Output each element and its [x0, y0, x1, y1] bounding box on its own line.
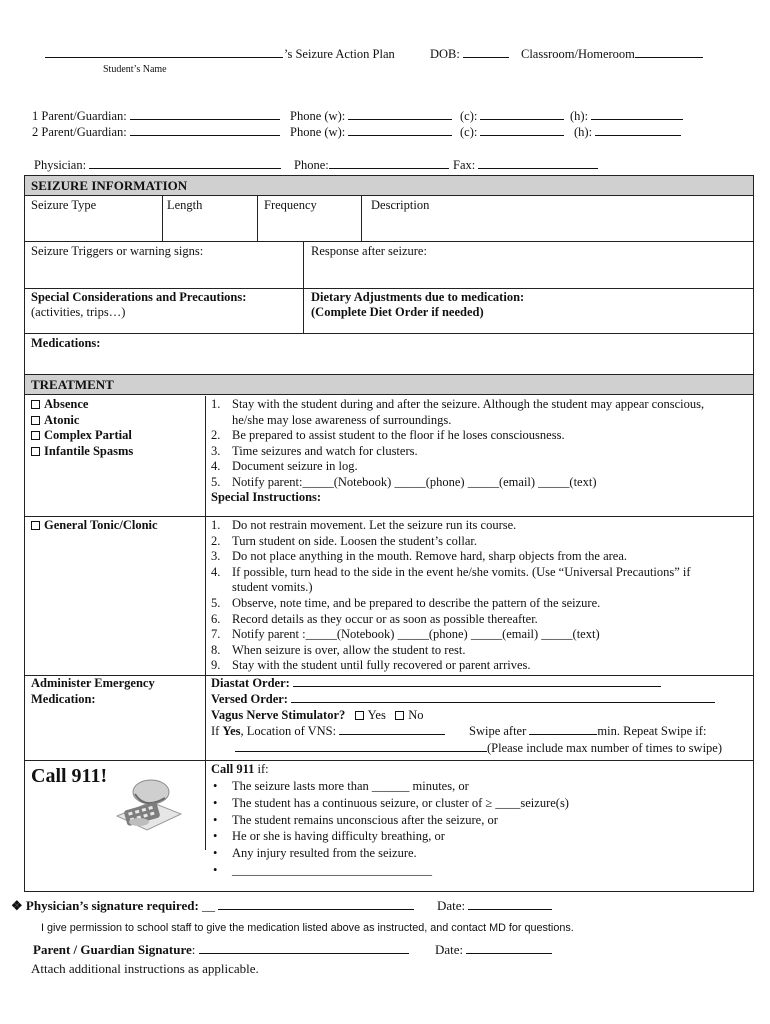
diastat-order[interactable]: Diastat Order: — [211, 676, 661, 692]
plan-title: ’s Seizure Action Plan — [284, 47, 395, 61]
phone-c-label: (c): — [460, 109, 478, 123]
parent1-phone-c[interactable] — [460, 109, 564, 124]
response-label: Response after seizure: — [311, 244, 427, 258]
call-911-condition: • The student has a continuous seizure, or cluster of ≥ ____seizure(s) — [211, 795, 569, 812]
swipe-max-row[interactable]: (Please include max number of times to swipe) — [235, 741, 722, 757]
call-911-condition: • The student remains unconscious after the seizure, or — [211, 812, 569, 829]
triggers-label: Seizure Triggers or warning signs: — [31, 244, 204, 258]
physician-phone[interactable] — [294, 158, 449, 173]
a-step: 3. Time seizures and watch for clusters. — [211, 443, 418, 458]
call-911-condition: • The seizure lasts more than ______ minutes, or — [211, 778, 569, 795]
phone-w-label: Phone (w): — [290, 109, 346, 123]
dob-field[interactable] — [430, 47, 509, 62]
treatment-steps-a — [211, 397, 704, 491]
b-step: student vomits.) — [232, 580, 313, 595]
call-911-condition: • He or she is having difficulty breathing, or — [211, 828, 569, 845]
b-step: 5. Observe, note time, and be prepared to describe the pattern of the seizure. — [211, 595, 601, 610]
b-step: 3. Do not place anything in the mouth. Remove hard, sharp objects from the area. — [211, 549, 628, 564]
col-length: Length — [167, 198, 203, 212]
dietary-title: Dietary Adjustments due to medication: — [311, 290, 525, 304]
dietary-sub: (Complete Diet Order if needed) — [311, 305, 484, 319]
parent-date[interactable] — [435, 942, 552, 958]
phone-h-label: (h): — [574, 125, 593, 139]
a-step: 1. Stay with the student during and after the seizure. Although the student may appear conscious, — [211, 397, 705, 411]
special-considerations-title: Special Considerations and Precautions: — [31, 290, 247, 304]
parent2-phone-w[interactable] — [290, 125, 452, 140]
medications-label: Medications: — [31, 336, 101, 350]
physician-row[interactable] — [34, 158, 281, 173]
student-name-line[interactable] — [45, 47, 283, 62]
call-911-condition: • Any injury resulted from the seizure. — [211, 845, 569, 862]
diamond-bullet-icon: ❖ — [11, 898, 23, 913]
parent1-row[interactable] — [32, 109, 280, 124]
versed-order[interactable]: Versed Order: — [211, 692, 715, 708]
checkbox-atonic[interactable]: Atonic — [31, 413, 133, 429]
vns-yes-checkbox[interactable]: Yes — [355, 708, 386, 722]
physician-date-label: Date: — [437, 898, 466, 913]
b-step: 2. Turn student on side. Loosen the student’s collar. — [211, 533, 478, 548]
call-911-intro: Call 911 if: — [211, 762, 269, 776]
phone-w-label: Phone (w): — [290, 125, 346, 139]
call-911-title: Call 911! — [31, 765, 108, 787]
physician-phone-label: Phone: — [294, 158, 329, 172]
vns-row — [211, 708, 424, 724]
phone-illustration — [109, 772, 189, 839]
parent2-label: 2 Parent/Guardian: — [32, 125, 127, 139]
permission-statement: I give permission to school staff to give the medication listed above as instructed, and contact MD for questions. — [41, 922, 574, 934]
parent-date-label: Date: — [435, 942, 464, 957]
vns-question: Vagus Nerve Stimulator? — [211, 708, 346, 722]
classroom-field[interactable] — [521, 47, 703, 62]
physician-signature-label: Physician’s signature required: — [25, 898, 199, 913]
b-step: 6. Record details as they occur or as soon as possible thereafter. — [211, 611, 538, 626]
checkbox-general-tonic-clonic[interactable]: General Tonic/Clonic — [31, 518, 158, 534]
classroom-label: Classroom/Homeroom — [521, 47, 635, 61]
checkbox-absence[interactable]: Absence — [31, 397, 133, 413]
parent2-row[interactable] — [32, 125, 280, 140]
fax-label: Fax: — [453, 158, 476, 172]
a-step: he/she may lose awareness of surroundings. — [232, 412, 452, 427]
col-seizure-type: Seizure Type — [31, 198, 97, 212]
treatment-header: TREATMENT — [25, 375, 753, 395]
physician-date[interactable] — [437, 898, 552, 914]
a-step: 5. Notify parent:_____(Notebook) _____(phone) _____(email) _____(text) — [211, 474, 597, 489]
call-911-condition: • ________________________________ — [211, 862, 569, 879]
special-instructions-label: Special Instructions: — [211, 490, 322, 504]
vns-no-checkbox[interactable]: No — [395, 708, 423, 722]
vns-location-row[interactable]: If Yes, Location of VNS: — [211, 724, 445, 740]
col-description: Description — [371, 198, 430, 212]
emergency-medication-label: Administer Emergency Medication: — [31, 676, 155, 706]
checkbox-complex-partial[interactable]: Complex Partial — [31, 428, 133, 444]
parent-signature-label: Parent / Guardian Signature — [33, 942, 192, 957]
b-step: 4. If possible, turn head to the side in the event he/she vomits. (Use “Universal Precautions” if — [211, 564, 691, 579]
physician-fax[interactable] — [453, 158, 598, 173]
treatment-steps-b — [211, 518, 691, 674]
b-step: 7. Notify parent :_____(Notebook) _____(phone) _____(email) _____(text) — [211, 627, 600, 642]
parent2-phone-c[interactable] — [460, 125, 564, 140]
call-911-conditions — [211, 778, 569, 879]
parent2-phone-h[interactable] — [574, 125, 681, 140]
physician-signature-row[interactable]: ❖ Physician’s signature required: __ — [11, 898, 414, 914]
col-frequency: Frequency — [264, 198, 317, 212]
seizure-info-header: SEIZURE INFORMATION — [25, 176, 753, 196]
a-step: 2. Be prepared to assist student to the floor if he loses consciousness. — [211, 428, 565, 443]
b-step: 9. Stay with the student until fully recovered or parent arrives. — [211, 658, 531, 673]
parent1-phone-h[interactable] — [570, 109, 683, 124]
parent1-phone-w[interactable] — [290, 109, 452, 124]
a-step: 4. Document seizure in log. — [211, 459, 358, 474]
b-step: 1. Do not restrain movement. Let the seizure run its course. — [211, 518, 517, 532]
student-name-caption: Student’s Name — [103, 64, 167, 75]
phone-h-label: (h): — [570, 109, 589, 123]
checkbox-infantile-spasms[interactable]: Infantile Spasms — [31, 444, 133, 460]
physician-label: Physician: — [34, 158, 87, 172]
dob-label: DOB: — [430, 47, 460, 61]
treatment-types-a — [31, 397, 133, 459]
swipe-row[interactable]: Swipe after min. Repeat Swipe if: — [469, 724, 707, 738]
attach-instructions-note: Attach additional instructions as applicable. — [31, 961, 259, 976]
b-step: 8. When seizure is over, allow the student to rest. — [211, 642, 466, 657]
seizure-plan-table — [24, 175, 754, 892]
phone-c-label: (c): — [460, 125, 478, 139]
parent1-label: 1 Parent/Guardian: — [32, 109, 127, 123]
special-considerations-sub: (activities, trips…) — [31, 305, 126, 319]
parent-signature-row[interactable]: Parent / Guardian Signature: — [33, 942, 409, 958]
